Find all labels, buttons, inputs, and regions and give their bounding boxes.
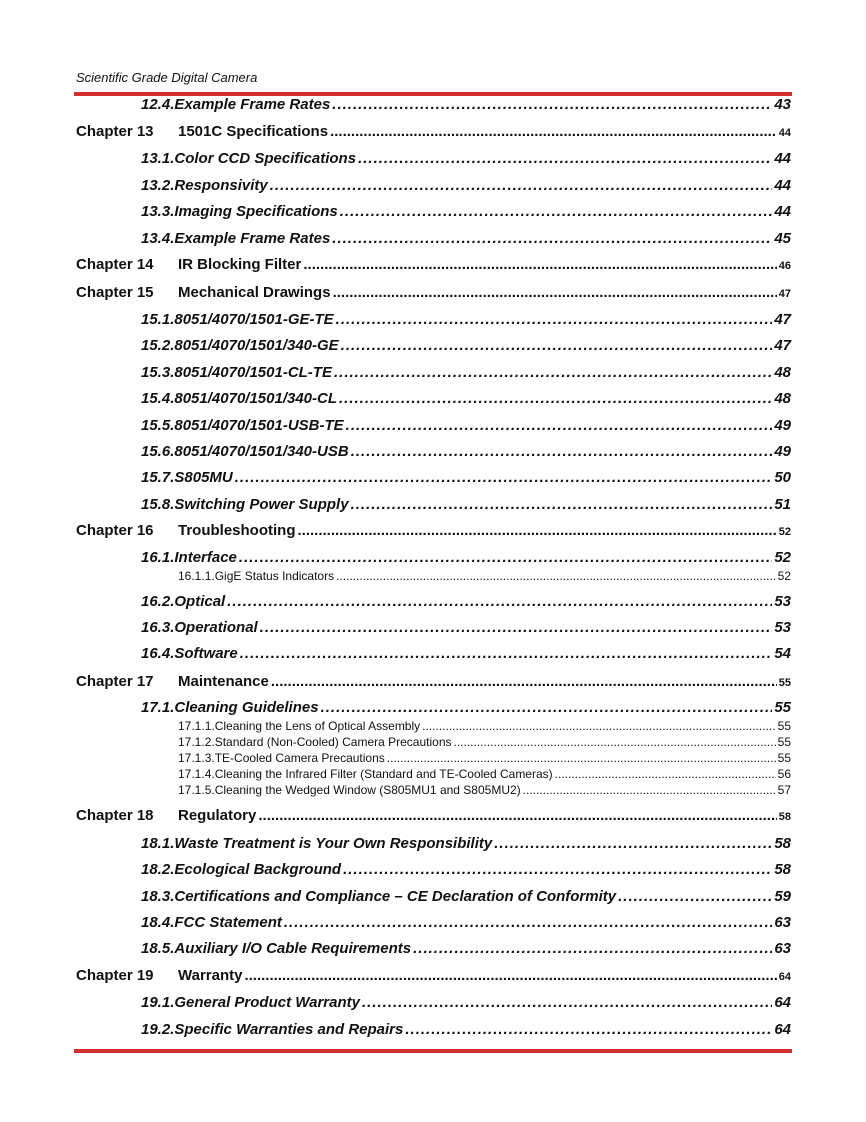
toc-section-entry[interactable] [141, 203, 791, 220]
dot-leader [351, 496, 773, 513]
dot-leader [346, 417, 773, 434]
toc-entry-number: Chapter 16 [76, 522, 154, 539]
toc-section-entry[interactable] [141, 177, 791, 194]
toc-entry-title: GigE Status Indicators [214, 569, 335, 583]
toc-entry-page: 50 [774, 469, 791, 486]
toc-entry-page: 55 [778, 677, 791, 689]
toc-entry-page: 47 [778, 288, 791, 300]
dot-leader [387, 751, 776, 765]
toc-entry-page: 49 [774, 417, 791, 434]
toc-entry-page: 53 [774, 619, 791, 636]
dot-leader [271, 673, 777, 690]
toc-entry-title: Mechanical Drawings [178, 284, 331, 301]
toc-entry-page: 58 [778, 811, 791, 823]
dot-leader [343, 861, 772, 878]
dot-leader [454, 735, 776, 749]
toc-entry-number: 17.1.3. [178, 751, 215, 765]
toc-entry-number: 15.3. [141, 364, 175, 381]
toc-entry-page: 53 [774, 593, 791, 610]
toc-entry-page: 57 [777, 783, 791, 797]
toc-entry-number: 17.1.2. [178, 735, 215, 749]
toc-entry-number: Chapter 17 [76, 673, 154, 690]
toc-entry-number: 15.4. [141, 390, 175, 407]
toc-entry-title: Optical [174, 593, 226, 610]
toc-entry-title: Certifications and Compliance – CE Declaration of Conformity [174, 888, 617, 905]
toc-section-entry[interactable] [141, 496, 791, 513]
toc-entry-title: Switching Power Supply [174, 496, 349, 513]
toc-entry-page: 64 [774, 994, 791, 1011]
toc-entry-page: 44 [778, 127, 791, 139]
dot-leader [555, 767, 776, 781]
toc-section-entry[interactable] [141, 390, 791, 407]
toc-entry-page: 44 [774, 203, 791, 220]
toc-entry-title: Example Frame Rates [174, 96, 331, 113]
toc-entry-title: 8051/4070/1501-GE-TE [174, 311, 334, 328]
dot-leader [336, 569, 776, 583]
dot-leader [332, 96, 772, 113]
toc-section-entry[interactable] [141, 645, 791, 662]
toc-entry-number: Chapter 18 [76, 807, 154, 824]
toc-entry-number: 17.1. [141, 699, 175, 716]
toc-entry-page: 48 [774, 364, 791, 381]
toc-entry-title: Waste Treatment is Your Own Responsibility [174, 835, 493, 852]
dot-leader [260, 619, 773, 636]
toc-section-entry[interactable] [141, 593, 791, 610]
dot-leader [494, 835, 772, 852]
dot-leader [358, 150, 772, 167]
toc-entry-page: 55 [777, 751, 791, 765]
dot-leader [413, 940, 772, 957]
toc-entry-page: 48 [774, 390, 791, 407]
toc-entry-title: Maintenance [178, 673, 269, 690]
toc-entry-number: 15.2. [141, 337, 175, 354]
toc-entry-page: 58 [774, 861, 791, 878]
toc-entry-number: Chapter 14 [76, 256, 154, 273]
toc-entry-number: 15.8. [141, 496, 175, 513]
toc-entry-number: 15.6. [141, 443, 175, 460]
toc-entry-number: 12.4. [141, 96, 175, 113]
toc-entry-number: 18.1. [141, 835, 175, 852]
toc-subsection-entry[interactable] [178, 719, 791, 733]
dot-leader [422, 719, 775, 733]
toc-entry-title: TE-Cooled Camera Precautions [214, 751, 385, 765]
toc-subsection-entry[interactable] [178, 569, 791, 583]
toc-entry-page: 56 [777, 767, 791, 781]
toc-entry-number: 13.4. [141, 230, 175, 247]
toc-entry-number: 13.2. [141, 177, 175, 194]
dot-leader [405, 1021, 772, 1038]
toc-entry-title: Responsivity [174, 177, 268, 194]
toc-entry-title: FCC Statement [174, 914, 282, 931]
dot-leader [333, 284, 777, 301]
toc-entry-title: Example Frame Rates [174, 230, 331, 247]
toc-section-entry[interactable] [141, 337, 791, 354]
toc-entry-title: Software [174, 645, 238, 662]
toc-entry-title: Warranty [178, 967, 243, 984]
toc-entry-number: 17.1.1. [178, 719, 215, 733]
toc-subsection-entry[interactable] [178, 735, 791, 749]
dot-leader [298, 522, 777, 539]
toc-section-entry[interactable] [141, 914, 791, 931]
toc-entry-page: 63 [774, 940, 791, 957]
toc-section-entry[interactable] [141, 311, 791, 328]
dot-leader [351, 443, 773, 460]
toc-entry-page: 52 [774, 549, 791, 566]
toc-chapter-entry[interactable] [76, 522, 791, 539]
toc-entry-number: Chapter 15 [76, 284, 154, 301]
toc-entry-title: 8051/4070/1501/340-GE [174, 337, 339, 354]
dot-leader [303, 256, 776, 273]
toc-entry-number: 15.7. [141, 469, 175, 486]
toc-entry-title: Auxiliary I/O Cable Requirements [174, 940, 412, 957]
toc-entry-title: Color CCD Specifications [174, 150, 357, 167]
toc-entry-page: 45 [774, 230, 791, 247]
toc-entry-page: 47 [774, 311, 791, 328]
toc-chapter-entry[interactable] [76, 673, 791, 690]
toc-entry-number: Chapter 13 [76, 123, 154, 140]
toc-entry-page: 64 [778, 971, 791, 983]
dot-leader [284, 914, 772, 931]
toc-entry-page: 47 [774, 337, 791, 354]
toc-entry-number: 18.3. [141, 888, 175, 905]
toc-chapter-entry[interactable] [76, 123, 791, 140]
toc-entry-number: 16.1. [141, 549, 175, 566]
toc-entry-title: Cleaning Guidelines [174, 699, 319, 716]
toc-entry-number: 17.1.5. [178, 783, 215, 797]
toc-entry-title: Specific Warranties and Repairs [174, 1021, 404, 1038]
toc-entry-page: 44 [774, 177, 791, 194]
toc-entry-number: 16.1.1. [178, 569, 215, 583]
toc-entry-title: Standard (Non-Cooled) Camera Precautions [214, 735, 452, 749]
toc-chapter-entry[interactable] [76, 807, 791, 824]
dot-leader [340, 203, 773, 220]
dot-leader [332, 230, 772, 247]
dot-leader [270, 177, 773, 194]
toc-entry-title: Interface [174, 549, 237, 566]
toc-section-entry[interactable] [141, 1021, 791, 1038]
toc-entry-page: 52 [778, 526, 791, 538]
toc-section-entry[interactable] [141, 549, 791, 566]
toc-chapter-entry[interactable] [76, 967, 791, 984]
dot-leader [258, 807, 776, 824]
dot-leader [336, 311, 773, 328]
toc-entry-number: 13.3. [141, 203, 175, 220]
toc-entry-number: Chapter 19 [76, 967, 154, 984]
toc-section-entry[interactable] [141, 364, 791, 381]
toc-entry-title: Cleaning the Infrared Filter (Standard and TE-Cooled Cameras) [214, 767, 553, 781]
dot-leader [321, 699, 773, 716]
toc-section-entry[interactable] [141, 699, 791, 716]
toc-entry-page: 49 [774, 443, 791, 460]
toc-entry-title: 8051/4070/1501-CL-TE [174, 364, 332, 381]
toc-entry-page: 55 [777, 719, 791, 733]
toc-section-entry[interactable] [141, 888, 791, 905]
toc-entry-title: General Product Warranty [174, 994, 360, 1011]
toc-section-entry[interactable] [141, 96, 791, 113]
dot-leader [523, 783, 776, 797]
toc-entry-title: 1501C Specifications [178, 123, 329, 140]
toc-entry-number: 16.4. [141, 645, 175, 662]
toc-entry-title: S805MU [174, 469, 233, 486]
dot-leader [339, 390, 772, 407]
toc-entry-page: 63 [774, 914, 791, 931]
toc-entry-title: 8051/4070/1501-USB-TE [174, 417, 344, 434]
toc-entry-number: 16.2. [141, 593, 175, 610]
dot-leader [334, 364, 772, 381]
dot-leader [240, 645, 773, 662]
toc-entry-page: 44 [774, 150, 791, 167]
toc-entry-number: 15.1. [141, 311, 175, 328]
dot-leader [341, 337, 773, 354]
toc-entry-page: 58 [774, 835, 791, 852]
dot-leader [618, 888, 772, 905]
dot-leader [244, 967, 776, 984]
toc-chapter-entry[interactable] [76, 284, 791, 301]
toc-section-entry[interactable] [141, 443, 791, 460]
toc-entry-title: Ecological Background [174, 861, 342, 878]
toc-subsection-entry[interactable] [178, 783, 791, 797]
toc-subsection-entry[interactable] [178, 751, 791, 765]
toc-entry-title: Imaging Specifications [174, 203, 338, 220]
toc-entry-number: 16.3. [141, 619, 175, 636]
toc-entry-page: 46 [778, 260, 791, 272]
page-header: Scientific Grade Digital Camera [76, 70, 258, 85]
toc-entry-title: Operational [174, 619, 258, 636]
toc-entry-title: Cleaning the Lens of Optical Assembly [214, 719, 421, 733]
dot-leader [239, 549, 772, 566]
toc-entry-number: 19.1. [141, 994, 175, 1011]
toc-entry-title: 8051/4070/1501/340-CL [174, 390, 338, 407]
toc-section-entry[interactable] [141, 940, 791, 957]
toc-entry-page: 64 [774, 1021, 791, 1038]
toc-entry-page: 55 [777, 735, 791, 749]
toc-entry-number: 18.4. [141, 914, 175, 931]
toc-section-entry[interactable] [141, 994, 791, 1011]
toc-entry-title: IR Blocking Filter [178, 256, 302, 273]
toc-entry-number: 18.2. [141, 861, 175, 878]
toc-section-entry[interactable] [141, 230, 791, 247]
dot-leader [235, 469, 773, 486]
toc-entry-number: 15.5. [141, 417, 175, 434]
toc-entry-page: 51 [774, 496, 791, 513]
toc-section-entry[interactable] [141, 835, 791, 852]
toc-subsection-entry[interactable] [178, 767, 791, 781]
toc-entry-page: 43 [774, 96, 791, 113]
toc-entry-number: 13.1. [141, 150, 175, 167]
toc-section-entry[interactable] [141, 861, 791, 878]
toc-entry-page: 55 [774, 699, 791, 716]
toc-entry-title: Cleaning the Wedged Window (S805MU1 and S805MU2) [214, 783, 521, 797]
toc-section-entry[interactable] [141, 150, 791, 167]
toc-entry-number: 18.5. [141, 940, 175, 957]
toc-entry-number: 17.1.4. [178, 767, 215, 781]
toc-entry-number: 19.2. [141, 1021, 175, 1038]
dot-leader [227, 593, 772, 610]
toc-entry-page: 59 [774, 888, 791, 905]
toc-chapter-entry[interactable] [76, 256, 791, 273]
toc-section-entry[interactable] [141, 619, 791, 636]
toc-entry-page: 54 [774, 645, 791, 662]
toc-section-entry[interactable] [141, 417, 791, 434]
toc-entry-title: Troubleshooting [178, 522, 296, 539]
toc-entry-title: Regulatory [178, 807, 257, 824]
toc-entry-page: 52 [777, 569, 791, 583]
toc-entry-title: 8051/4070/1501/340-USB [174, 443, 349, 460]
toc-section-entry[interactable] [141, 469, 791, 486]
dot-leader [362, 994, 772, 1011]
dot-leader [330, 123, 777, 140]
bottom-divider [74, 1049, 792, 1053]
